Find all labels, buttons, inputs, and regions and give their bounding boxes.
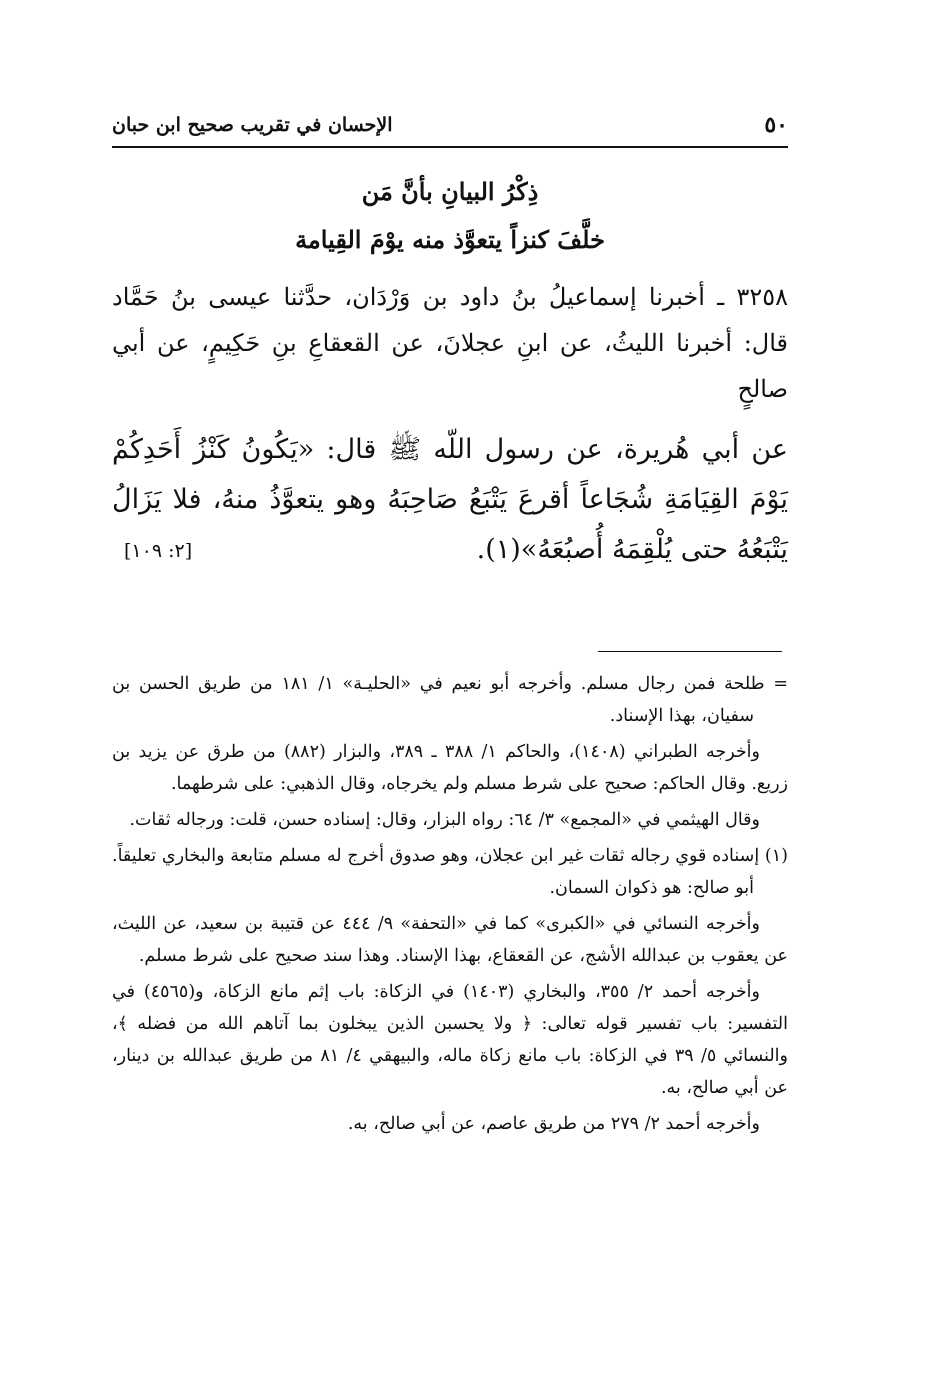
hadith-reference: [٢: ١٠٩] bbox=[124, 540, 193, 562]
footnote-paragraph: = طلحة فمن رجال مسلم. وأخرجه أبو نعيم في «الحليـة» ١/ ١٨١ من طريق الحسن بن سفيان، بهذا الإسناد. bbox=[112, 674, 788, 726]
footnote-paragraph: وأخرجه الطبراني (١٤٠٨)، والحاكم ١/ ٣٨٨ ـ ٣٨٩، والبزار (٨٨٢) من طرق عن يزيد بن زريع. وقال الحاكم: صحيح على شرط مسلم ولم يخرجاه، وقال الذهبي: على شرطهما. bbox=[112, 742, 788, 794]
footnote-paragraph: (١) إسناده قوي رجاله ثقات غير ابن عجلان، وهو صدوق أخرج له مسلم متابعة والبخاري تعليقاً. أبو صالح: هو ذكوان السمان. bbox=[112, 846, 788, 898]
footnote-divider bbox=[598, 651, 782, 652]
isnad-text: ٣٢٥٨ ـ أخبرنا إسماعيلُ بنُ داود بن وَرْدَان، حدَّثنا عيسى بنُ حَمَّاد قال: أخبرنا الليثُ، عن ابنِ عجلانَ، عن القعقاعِ بنِ حَكِيمٍ، عن أبي صالحٍ bbox=[112, 283, 788, 403]
footnote-paragraph: وقال الهيثمي في «المجمع» ٣/ ٦٤: رواه البزار، وقال: إسناده حسن، قلت: ورجاله ثقات. bbox=[129, 810, 760, 830]
footnote-paragraph: وأخرجه أحمد ٢/ ٢٧٩ من طريق عاصم، عن أبي صالح، به. bbox=[347, 1114, 760, 1134]
hadith-matn bbox=[112, 425, 788, 575]
chapter-heading-line-1: ذِكْرُ البيانِ بأنَّ مَن bbox=[361, 177, 539, 206]
footnote-paragraph: وأخرجه النسائي في «الكبرى» كما في «التحفة» ٩/ ٤٤٤ عن قتيبة بن سعيد، عن الليث، عن يعقوب بن عبدالله الأشج، عن القعقاع، بهذا الإسناد. وهذا سند صحيح على شرط مسلم. bbox=[112, 914, 788, 966]
page-header bbox=[112, 112, 788, 148]
running-title: الإحسان في تقريب صحيح ابن حبان bbox=[112, 114, 393, 136]
chapter-heading bbox=[112, 168, 788, 264]
footnotes bbox=[112, 668, 788, 1144]
matn-text: عن أبي هُريرة، عن رسول اللّه ﷺ قال: «يَكُونُ كَنْزُ أَحَدِكُمْ يَوْمَ القِيَامَةِ شُجَاعاً أقرعَ يَتْبَعُ صَاحِبَهُ وهو يتعوَّذُ منهُ، فلا يَزَالُ يَتْبَعُهُ حتى يُلْقِمَهُ أُصبُعَهُ»(١). bbox=[112, 434, 788, 565]
hadith-isnad bbox=[112, 274, 788, 412]
footnote-paragraph: وأخرجه أحمد ٢/ ٣٥٥، والبخاري (١٤٠٣) في الزكاة: باب إثم مانع الزكاة، و(٤٥٦٥) في التفسير: باب تفسير قوله تعالى: ﴿ ولا يحسبن الذين يبخلون بما آتاهم الله من فضله ﴾، والنسائي ٥/ ٣٩ في الزكاة: باب مانع زكاة ماله، والبيهقي ٤/ ٨١ من طريق عبدالله بن دينار، عن أبي صالح، به. bbox=[112, 982, 788, 1098]
chapter-heading-line-2: خلَّفَ كنزاً يتعوَّذ منه يوْمَ القِيامة bbox=[295, 225, 605, 254]
page-number: ٥٠ bbox=[764, 112, 788, 138]
